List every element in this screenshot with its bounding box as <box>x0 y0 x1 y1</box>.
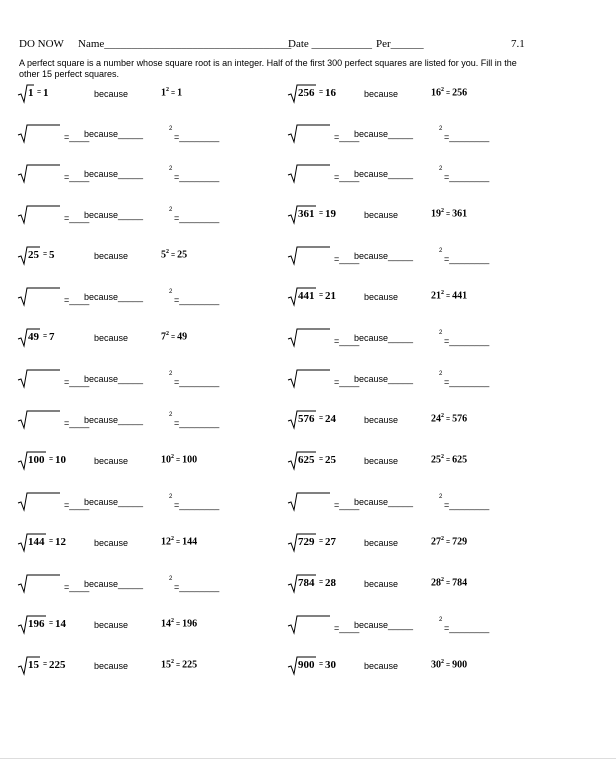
root-blank[interactable]: =____ <box>64 213 90 223</box>
square-blank[interactable]: =________ <box>444 500 490 510</box>
equals-sign: = <box>446 662 451 670</box>
square-statement <box>431 454 467 465</box>
root-value: 21 <box>325 290 336 302</box>
empty-square-root[interactable] <box>288 125 340 143</box>
base-number: 7 <box>161 331 166 343</box>
radicand: 729 <box>298 536 315 548</box>
equals-sign: = <box>49 456 54 463</box>
because-blank[interactable]: because_____ <box>354 497 414 507</box>
radical-symbol <box>288 329 330 347</box>
square-value: 49 <box>177 331 188 343</box>
because-label: because <box>94 251 129 261</box>
because-label: because <box>364 456 399 466</box>
because-label: because <box>364 210 399 220</box>
equals-sign: = <box>446 457 451 465</box>
square-value: 900 <box>452 659 468 671</box>
empty-square-root[interactable] <box>18 288 70 306</box>
exponent: 2 <box>169 494 173 500</box>
root-value: 10 <box>55 454 66 466</box>
square-blank[interactable]: =________ <box>174 132 220 142</box>
base-number: 27 <box>431 536 441 548</box>
right-row-9 <box>288 410 548 432</box>
exponent: 2 <box>441 454 444 460</box>
right-row-12 <box>288 533 548 555</box>
equals-sign: = <box>446 539 451 547</box>
square-statement <box>431 577 467 588</box>
radical-symbol <box>18 125 60 143</box>
because-label: because <box>364 415 399 425</box>
left-row-5 <box>18 246 278 268</box>
equals-sign: = <box>446 211 451 219</box>
exponent: 2 <box>169 289 173 295</box>
root-blank[interactable]: =____ <box>64 172 90 182</box>
square-blank[interactable]: =________ <box>174 500 220 510</box>
root-value: 225 <box>49 659 66 671</box>
exponent: 2 <box>166 331 169 337</box>
exponent: 2 <box>441 290 444 296</box>
square-blank[interactable]: =________ <box>444 132 490 142</box>
root-blank[interactable]: =____ <box>334 336 360 346</box>
radical-symbol <box>18 575 60 593</box>
square-value: 225 <box>182 659 198 671</box>
exponent: 2 <box>439 248 443 254</box>
radicand: 144 <box>28 536 45 548</box>
right-row-3 <box>288 164 548 186</box>
right-row-4 <box>288 205 548 227</box>
square-blank[interactable]: =________ <box>174 582 220 592</box>
exponent: 2 <box>171 536 174 542</box>
right-row-8 <box>288 369 548 391</box>
radicand: 441 <box>298 290 315 302</box>
equals-sign: = <box>43 661 48 668</box>
because-label: because <box>94 538 129 548</box>
square-statement <box>161 454 197 465</box>
empty-square-root[interactable] <box>288 329 340 347</box>
radical-symbol <box>288 247 330 265</box>
base-number: 14 <box>161 618 171 630</box>
base-number: 25 <box>431 454 441 466</box>
square-value: 729 <box>452 536 468 548</box>
because-blank[interactable]: because_____ <box>354 251 414 261</box>
right-row-10 <box>288 451 548 473</box>
left-row-2 <box>18 124 278 146</box>
because-blank[interactable]: because_____ <box>354 129 414 139</box>
equals-sign: = <box>171 252 176 260</box>
base-number: 21 <box>431 290 441 302</box>
empty-square-root[interactable] <box>18 206 70 224</box>
exponent: 2 <box>439 371 443 377</box>
root-blank[interactable]: =____ <box>64 132 90 142</box>
square-value: 784 <box>452 577 468 589</box>
empty-square-root[interactable] <box>288 370 340 388</box>
square-value: 361 <box>452 208 468 220</box>
right-row-5 <box>288 246 548 268</box>
because-label: because <box>94 661 129 671</box>
exponent: 2 <box>171 618 174 624</box>
root-blank[interactable]: =____ <box>334 500 360 510</box>
base-number: 16 <box>431 87 441 99</box>
equals-sign: = <box>49 538 54 545</box>
because-label: because <box>94 89 129 99</box>
square-statement <box>431 659 467 670</box>
empty-square-root[interactable] <box>288 493 340 511</box>
empty-square-root[interactable] <box>18 125 70 143</box>
right-row-15 <box>288 656 548 678</box>
root-value: 24 <box>325 413 336 425</box>
right-row-2 <box>288 124 548 146</box>
square-blank[interactable]: =________ <box>174 213 220 223</box>
exponent: 2 <box>166 249 169 255</box>
because-blank[interactable]: because_____ <box>84 169 144 179</box>
exponent: 2 <box>169 576 173 582</box>
left-row-1 <box>18 84 278 106</box>
section-number: 7.1 <box>511 38 525 50</box>
square-statement <box>431 290 467 301</box>
base-number: 15 <box>161 659 171 671</box>
date-field[interactable]: Date ___________ <box>288 38 373 50</box>
radicand: 625 <box>298 454 315 466</box>
equals-sign: = <box>49 620 54 627</box>
exponent: 2 <box>439 166 443 172</box>
equals-sign: = <box>319 538 324 545</box>
square-value: 25 <box>177 249 188 261</box>
equals-sign: = <box>319 579 324 586</box>
root-blank[interactable]: =____ <box>334 254 360 264</box>
exponent: 2 <box>441 536 444 542</box>
square-blank[interactable]: =________ <box>174 295 220 305</box>
empty-square-root[interactable] <box>18 411 70 429</box>
because-blank[interactable]: because_____ <box>354 374 414 384</box>
left-row-10 <box>18 451 278 473</box>
square-statement <box>161 536 197 547</box>
period-field[interactable]: Per______ <box>376 38 424 50</box>
base-number: 5 <box>161 249 166 261</box>
left-row-12 <box>18 533 278 555</box>
because-label: because <box>364 661 399 671</box>
radical-symbol <box>288 616 330 634</box>
left-row-7 <box>18 328 278 350</box>
radicand: 576 <box>298 413 315 425</box>
root-value: 1 <box>43 87 49 99</box>
name-field[interactable]: Name__________________________________ <box>78 38 292 50</box>
root-blank[interactable]: =____ <box>64 418 90 428</box>
right-row-13 <box>288 574 548 596</box>
radical-symbol <box>18 370 60 388</box>
square-value: 256 <box>452 87 468 99</box>
because-blank[interactable]: because_____ <box>84 579 144 589</box>
base-number: 30 <box>431 659 441 671</box>
root-blank[interactable]: =____ <box>64 377 90 387</box>
exponent: 2 <box>441 659 444 665</box>
because-blank[interactable]: because_____ <box>84 292 144 302</box>
square-blank[interactable]: =________ <box>174 377 220 387</box>
root-blank[interactable]: =____ <box>334 623 360 633</box>
equals-sign: = <box>446 416 451 424</box>
because-label: because <box>364 292 399 302</box>
left-row-15 <box>18 656 278 678</box>
root-value: 16 <box>325 87 336 99</box>
left-row-13 <box>18 574 278 596</box>
radical-symbol <box>18 165 60 183</box>
equals-sign: = <box>319 292 324 299</box>
square-statement <box>161 331 187 342</box>
square-blank[interactable]: =________ <box>174 172 220 182</box>
square-blank[interactable]: =________ <box>444 172 490 182</box>
square-statement <box>161 618 197 629</box>
base-number: 24 <box>431 413 441 425</box>
instructions: A perfect square is a number whose square root is an integer. Half of the first 300 perfect squares are listed for you. Fill in the other 15 perfect squares. <box>19 58 517 79</box>
square-statement <box>161 87 182 98</box>
left-row-3 <box>18 164 278 186</box>
root-value: 25 <box>325 454 336 466</box>
radical-symbol <box>288 493 330 511</box>
square-statement <box>431 536 467 547</box>
square-statement <box>431 413 467 424</box>
because-label: because <box>94 456 129 466</box>
right-row-1 <box>288 84 548 106</box>
exponent: 2 <box>441 413 444 419</box>
equals-sign: = <box>319 456 324 463</box>
because-blank[interactable]: because_____ <box>354 333 414 343</box>
square-value: 196 <box>182 618 198 630</box>
empty-square-root[interactable] <box>288 247 340 265</box>
base-number: 1 <box>161 87 166 99</box>
exponent: 2 <box>169 166 173 172</box>
exponent: 2 <box>439 494 443 500</box>
square-value: 144 <box>182 536 198 548</box>
equals-sign: = <box>176 457 181 465</box>
radicand: 49 <box>28 331 39 343</box>
equals-sign: = <box>446 293 451 301</box>
square-blank[interactable]: =________ <box>444 254 490 264</box>
exponent: 2 <box>439 330 443 336</box>
square-statement <box>161 249 187 260</box>
because-label: because <box>364 89 399 99</box>
left-row-6 <box>18 287 278 309</box>
base-number: 10 <box>161 454 171 466</box>
right-row-6 <box>288 287 548 309</box>
exponent: 2 <box>171 659 174 665</box>
radicand: 784 <box>298 577 315 589</box>
empty-square-root[interactable] <box>18 165 70 183</box>
root-blank[interactable]: =____ <box>334 172 360 182</box>
empty-square-root[interactable] <box>18 370 70 388</box>
equals-sign: = <box>319 89 324 96</box>
exponent: 2 <box>171 454 174 460</box>
left-row-11 <box>18 492 278 514</box>
because-blank[interactable]: because_____ <box>84 374 144 384</box>
square-statement <box>431 87 467 98</box>
exponent: 2 <box>439 617 443 623</box>
exponent: 2 <box>441 87 444 93</box>
root-blank[interactable]: =____ <box>334 377 360 387</box>
equals-sign: = <box>319 210 324 217</box>
left-row-8 <box>18 369 278 391</box>
equals-sign: = <box>176 621 181 629</box>
base-number: 19 <box>431 208 441 220</box>
square-blank[interactable]: =________ <box>444 377 490 387</box>
because-blank[interactable]: because_____ <box>354 620 414 630</box>
radicand: 196 <box>28 618 45 630</box>
exponent: 2 <box>169 412 173 418</box>
radicand: 15 <box>28 659 39 671</box>
exponent: 2 <box>169 207 173 213</box>
radicand: 900 <box>298 659 315 671</box>
root-value: 14 <box>55 618 66 630</box>
equals-sign: = <box>43 333 48 340</box>
equals-sign: = <box>446 90 451 98</box>
exponent: 2 <box>441 577 444 583</box>
because-blank[interactable]: because_____ <box>84 415 144 425</box>
empty-square-root[interactable] <box>288 616 340 634</box>
square-value: 100 <box>182 454 198 466</box>
root-blank[interactable]: =____ <box>334 132 360 142</box>
because-label: because <box>94 620 129 630</box>
equals-sign: = <box>37 89 42 96</box>
root-value: 19 <box>325 208 336 220</box>
root-value: 5 <box>49 249 55 261</box>
square-value: 576 <box>452 413 468 425</box>
root-value: 27 <box>325 536 336 548</box>
left-row-9 <box>18 410 278 432</box>
square-value: 1 <box>177 87 183 99</box>
radical-symbol <box>18 493 60 511</box>
radical-symbol <box>18 206 60 224</box>
square-statement <box>161 659 197 670</box>
page-divider <box>0 758 616 759</box>
radical-symbol <box>18 411 60 429</box>
because-blank[interactable]: because_____ <box>84 210 144 220</box>
do-now-label: DO NOW <box>19 38 64 50</box>
square-blank[interactable]: =________ <box>174 418 220 428</box>
because-label: because <box>364 579 399 589</box>
radicand: 256 <box>298 87 315 99</box>
root-value: 30 <box>325 659 336 671</box>
square-value: 625 <box>452 454 468 466</box>
because-blank[interactable]: because_____ <box>84 497 144 507</box>
root-value: 28 <box>325 577 336 589</box>
root-blank[interactable]: =____ <box>64 500 90 510</box>
square-value: 441 <box>452 290 468 302</box>
right-row-11 <box>288 492 548 514</box>
equals-sign: = <box>446 580 451 588</box>
radicand: 361 <box>298 208 315 220</box>
exponent: 2 <box>169 371 173 377</box>
root-blank[interactable]: =____ <box>64 295 90 305</box>
radicand: 100 <box>28 454 45 466</box>
root-value: 12 <box>55 536 66 548</box>
right-row-7 <box>288 328 548 350</box>
square-blank[interactable]: =________ <box>444 623 490 633</box>
because-blank[interactable]: because_____ <box>84 129 144 139</box>
radical-symbol <box>18 288 60 306</box>
radicand: 1 <box>28 87 34 99</box>
radical-symbol <box>288 165 330 183</box>
equals-sign: = <box>171 90 176 98</box>
square-statement <box>431 208 467 219</box>
equals-sign: = <box>171 334 176 342</box>
right-row-14 <box>288 615 548 637</box>
exponent: 2 <box>439 126 443 132</box>
because-label: because <box>94 333 129 343</box>
base-number: 28 <box>431 577 441 589</box>
equals-sign: = <box>319 661 324 668</box>
root-blank[interactable]: =____ <box>64 582 90 592</box>
equals-sign: = <box>43 251 48 258</box>
equals-sign: = <box>319 415 324 422</box>
because-label: because <box>364 538 399 548</box>
radicand: 25 <box>28 249 39 261</box>
equals-sign: = <box>176 539 181 547</box>
exponent: 2 <box>166 87 169 93</box>
because-blank[interactable]: because_____ <box>354 169 414 179</box>
exponent: 2 <box>441 208 444 214</box>
empty-square-root[interactable] <box>18 493 70 511</box>
equals-sign: = <box>176 662 181 670</box>
radical-symbol <box>288 125 330 143</box>
root-value: 7 <box>49 331 55 343</box>
empty-square-root[interactable] <box>18 575 70 593</box>
radical-symbol <box>288 370 330 388</box>
base-number: 12 <box>161 536 171 548</box>
left-row-14 <box>18 615 278 637</box>
square-blank[interactable]: =________ <box>444 336 490 346</box>
empty-square-root[interactable] <box>288 165 340 183</box>
left-row-4 <box>18 205 278 227</box>
exponent: 2 <box>169 126 173 132</box>
